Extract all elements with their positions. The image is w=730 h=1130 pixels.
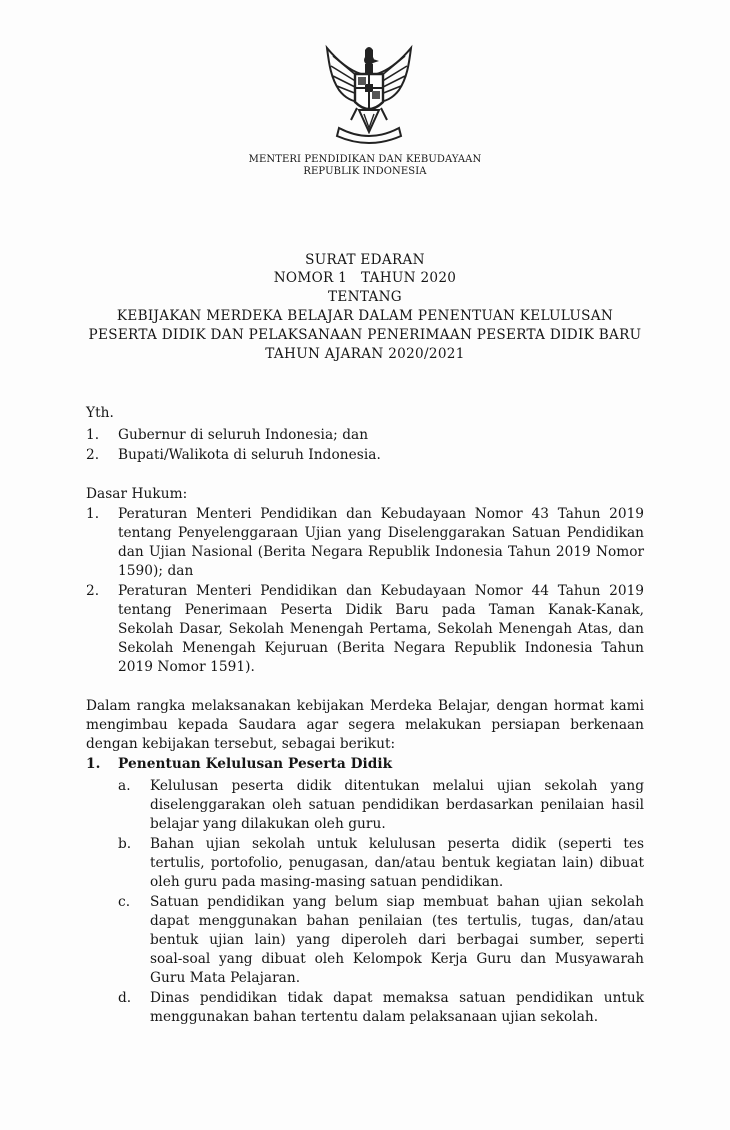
legal-basis-line: 2019 Nomor 1591). (118, 659, 255, 675)
legal-basis-num: 1. (86, 506, 100, 522)
item-line: Guru Mata Pelajaran. (150, 970, 301, 986)
item-line: Bahan ujian sekolah untuk kelulusan peserta didik (seperti tes (150, 836, 644, 852)
intro-line: Dalam rangka melaksanakan kebijakan Merdeka Belajar, dengan hormat kami (86, 698, 644, 714)
item-line: soal-soal yang dibuat oleh Kelompok Kerja Guru dan Musyawarah (150, 951, 644, 967)
legal-basis-line: tentang Penerimaan Peserta Didik Baru pada Taman Kanak-Kanak, (118, 602, 644, 618)
intro-line: mengimbau kepada Saudara agar segera melakukan persiapan berkenaan (86, 717, 644, 733)
addressee-num: 2. (86, 447, 100, 463)
item-line: bentuk ujian lain) yang diperoleh dari berbagai sumber, seperti (150, 932, 644, 948)
legal-basis-line: Sekolah Menengah Kejuruan (Berita Negara Republik Indonesia Tahun (118, 640, 644, 656)
republic-title: REPUBLIK INDONESIA (303, 166, 427, 177)
item-letter: d. (118, 990, 132, 1006)
legal-basis-label: Dasar Hukum: (86, 486, 188, 502)
legal-basis-line: 1590); dan (118, 563, 194, 579)
item-letter: b. (118, 836, 132, 852)
item-line: Dinas pendidikan tidak dapat memaksa satuan pendidikan untuk (150, 990, 644, 1006)
item-line: Kelulusan peserta didik ditentukan melalui ujian sekolah yang (150, 778, 644, 794)
intro-line: dengan kebijakan tersebut, sebagai berikut: (86, 736, 396, 752)
doc-subject-line-3: TAHUN AJARAN 2020/2021 (265, 346, 465, 362)
addressee-item: Bupati/Walikota di seluruh Indonesia. (118, 447, 381, 463)
item-line: Satuan pendidikan yang belum siap membuat bahan ujian sekolah (150, 894, 644, 910)
legal-basis-num: 2. (86, 583, 100, 599)
doc-subject-line-2: PESERTA DIDIK DAN PELAKSANAAN PENERIMAAN PESERTA DIDIK BARU (88, 327, 642, 343)
item-line: menggunakan bahan tertentu dalam pelaksanaan ujian sekolah. (150, 1009, 599, 1025)
item-line: diselenggarakan oleh satuan pendidikan berdasarkan penilaian hasil (150, 797, 644, 813)
doc-number: NOMOR 1 TAHUN 2020 (273, 270, 457, 286)
section-title: Penentuan Kelulusan Peserta Didik (118, 756, 393, 772)
legal-basis-line: Sekolah Dasar, Sekolah Menengah Pertama, Sekolah Menengah Atas, dan (118, 621, 644, 637)
legal-basis-line: dan Ujian Nasional (Berita Negara Republik Indonesia Tahun 2019 Nomor (118, 544, 644, 560)
addressee-item: Gubernur di seluruh Indonesia; dan (118, 427, 369, 443)
legal-basis-line: Peraturan Menteri Pendidikan dan Kebudayaan Nomor 44 Tahun 2019 (118, 583, 644, 599)
doc-about: TENTANG (328, 289, 402, 305)
section-number: 1. (86, 756, 101, 772)
doc-subject-line-1: KEBIJAKAN MERDEKA BELAJAR DALAM PENENTUAN KELULUSAN (116, 308, 614, 324)
ministry-title: MENTERI PENDIDIKAN DAN KEBUDAYAAN (248, 154, 482, 165)
item-line: oleh guru pada masing-masing satuan pendidikan. (150, 874, 504, 890)
doc-type: SURAT EDARAN (305, 252, 425, 268)
legal-basis-line: tentang Penyelenggaraan Ujian yang Diselenggarakan Satuan Pendidikan (118, 525, 644, 541)
item-letter: c. (118, 894, 131, 910)
addressee-num: 1. (86, 427, 100, 443)
legal-basis-line: Peraturan Menteri Pendidikan dan Kebudayaan Nomor 43 Tahun 2019 (118, 506, 644, 522)
item-line: belajar yang dilakukan oleh guru. (150, 816, 386, 832)
item-line: dapat menggunakan bahan penilaian (tes tertulis, tugas, dan/atau (150, 913, 644, 929)
item-letter: a. (118, 778, 131, 794)
garuda-emblem-icon (321, 44, 417, 148)
item-line: tertulis, portofolio, penugasan, dan/atau bentuk kegiatan lain) dibuat (150, 855, 644, 871)
addressee-label: Yth. (86, 405, 114, 421)
